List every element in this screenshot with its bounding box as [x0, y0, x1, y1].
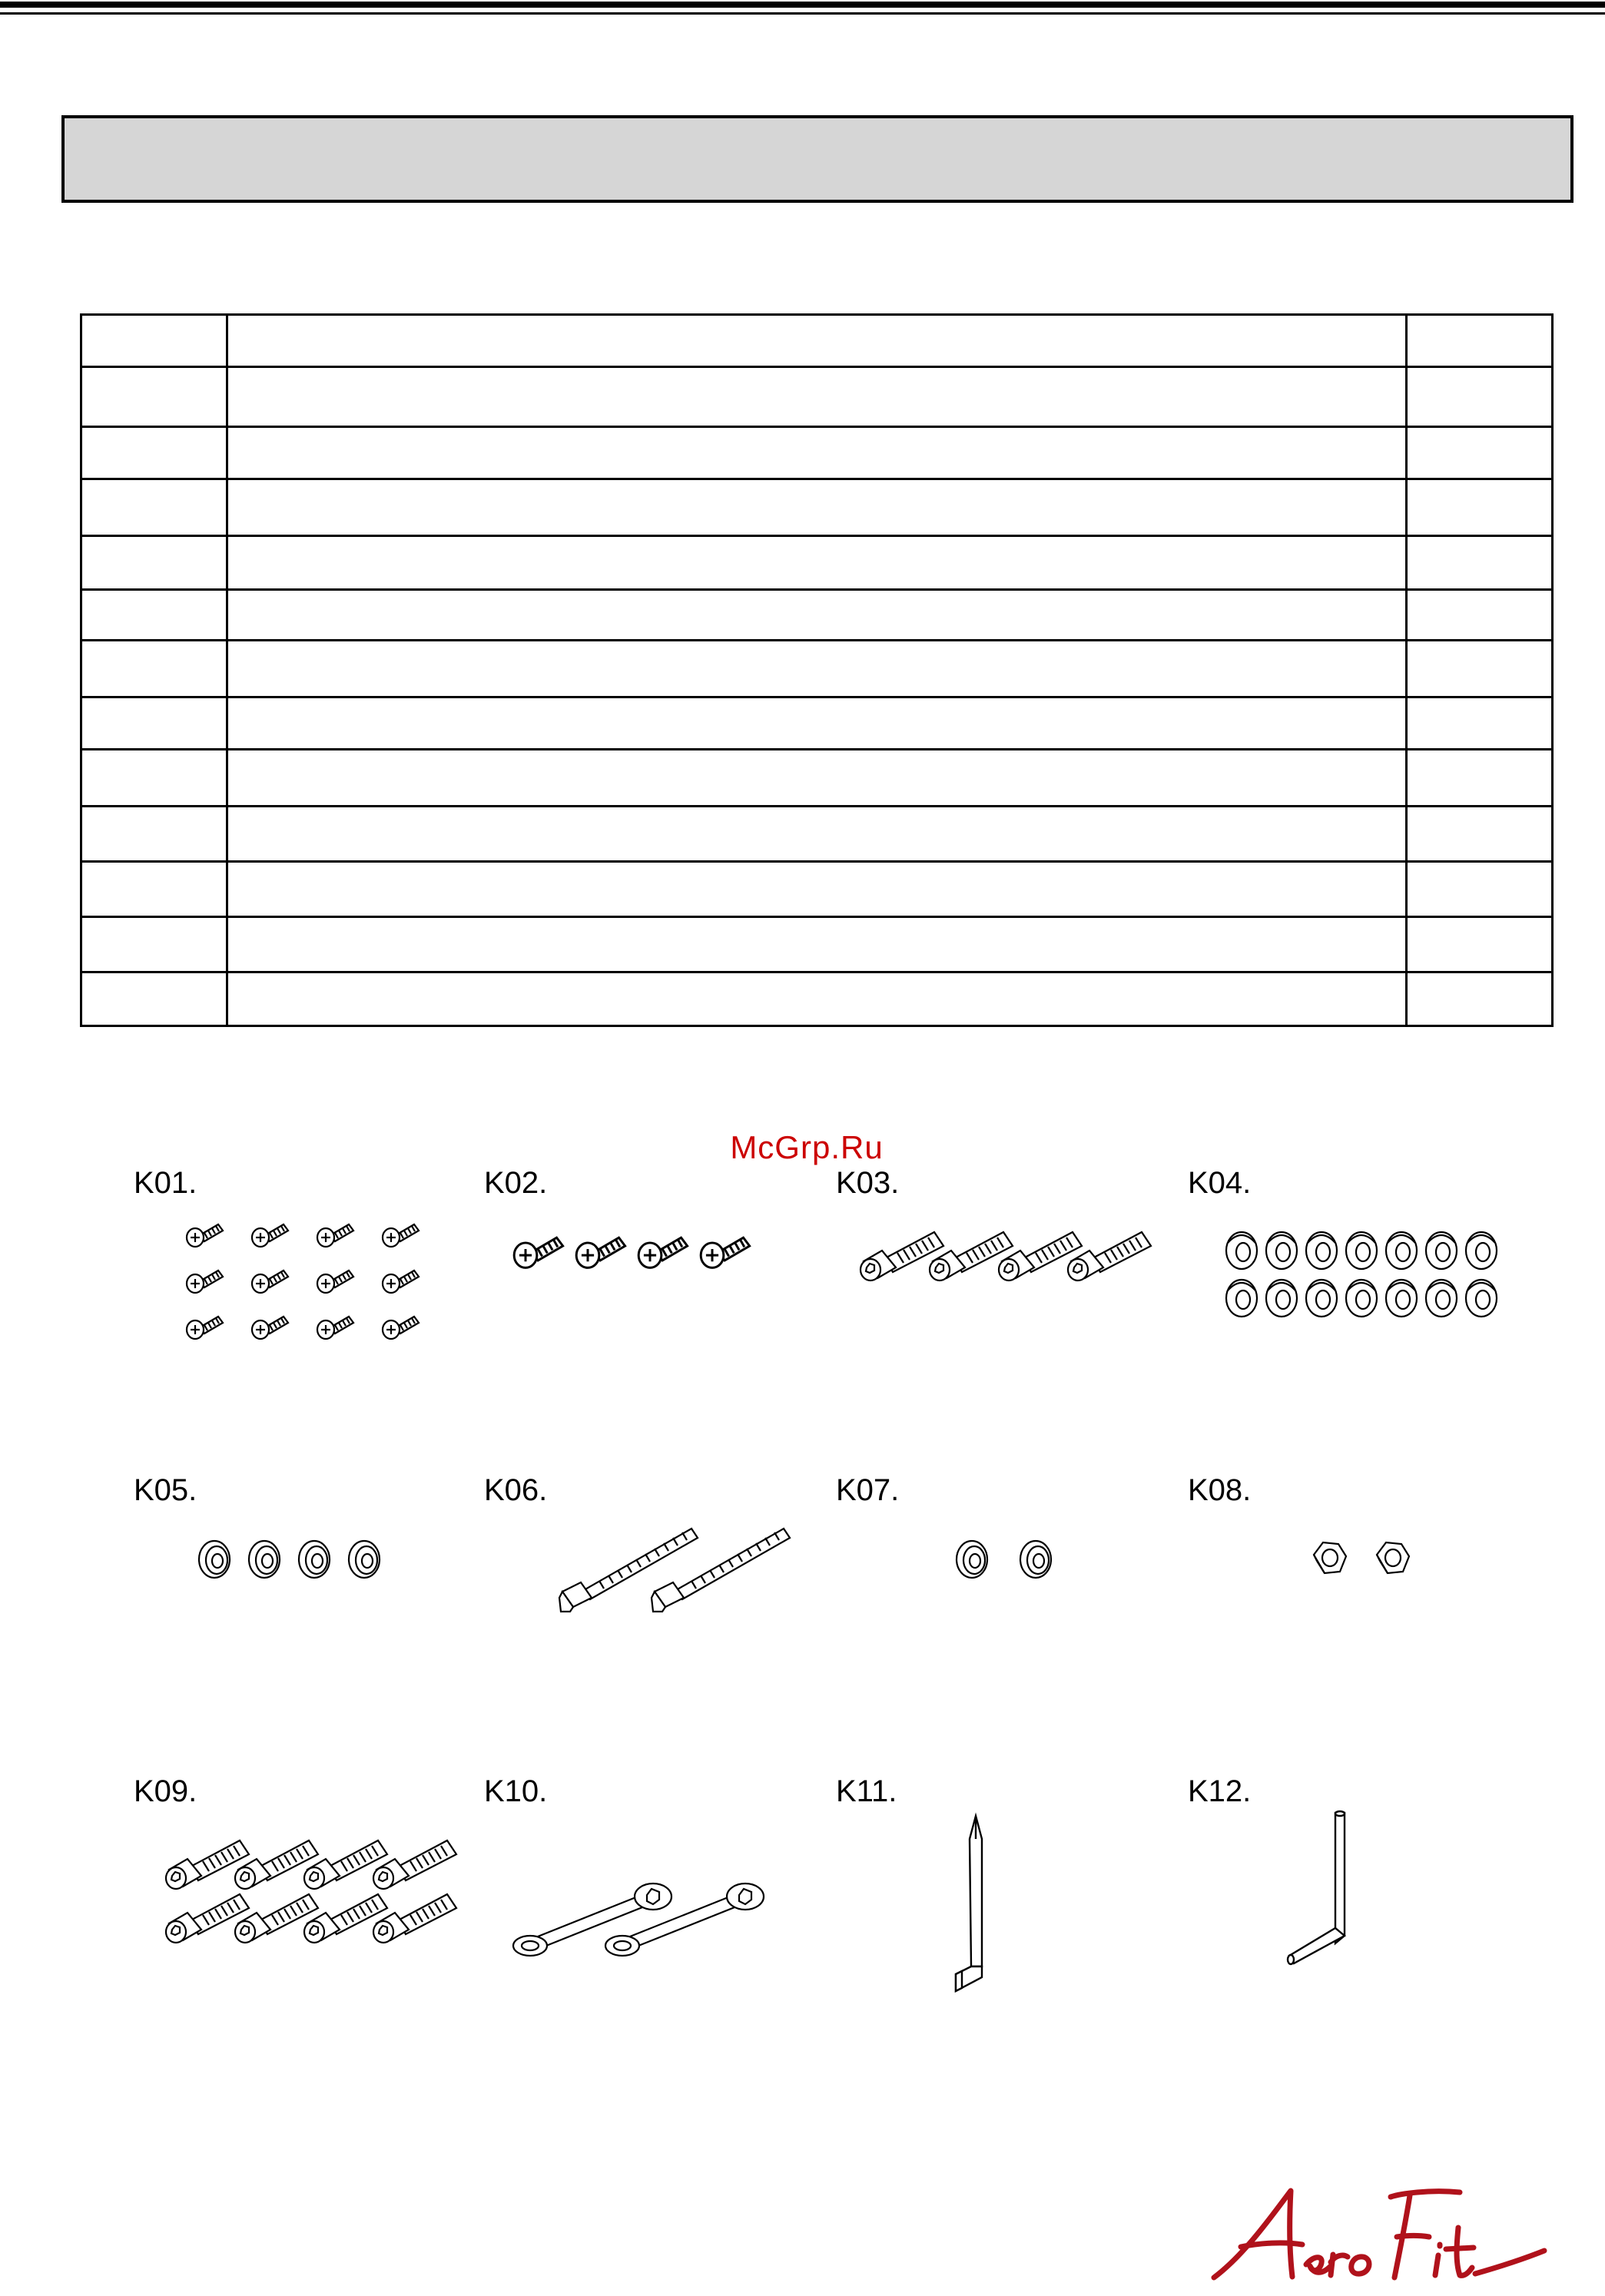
table-row — [81, 972, 1553, 1026]
flat-washer-icon — [134, 1512, 479, 1727]
description-cell — [227, 972, 1407, 1026]
button-head-screw-icon — [134, 1204, 479, 1420]
qty-cell — [1407, 590, 1553, 641]
description-cell — [227, 697, 1407, 750]
allen-key-icon — [1188, 1813, 1534, 2028]
table-row — [81, 427, 1553, 479]
phillips-screwdriver-icon — [836, 1813, 1182, 2028]
kit-label: K05. — [134, 1473, 197, 1507]
part-no-cell — [81, 367, 227, 427]
description-cell — [227, 315, 1407, 367]
table-row — [81, 917, 1553, 972]
description-cell — [227, 862, 1407, 917]
kit-k03 — [836, 1166, 1182, 1420]
socket-cap-bolt-icon — [134, 1813, 479, 2028]
description-cell — [227, 641, 1407, 697]
part-no-cell — [81, 807, 227, 862]
table-row — [81, 697, 1553, 750]
hex-bolt-icon — [484, 1512, 830, 1727]
kit-label: K07. — [836, 1473, 900, 1507]
flat-washer-icon — [836, 1512, 1182, 1727]
kit-label: K11. — [836, 1774, 897, 1808]
part-no-cell — [81, 972, 227, 1026]
qty-cell — [1407, 367, 1553, 427]
qty-cell — [1407, 479, 1553, 536]
description-cell — [227, 479, 1407, 536]
table-row — [81, 750, 1553, 807]
kit-k09 — [134, 1774, 479, 2028]
part-no-cell — [81, 427, 227, 479]
combination-wrench-icon — [484, 1813, 830, 2028]
table-row — [81, 479, 1553, 536]
description-cell — [227, 917, 1407, 972]
parts-table — [80, 313, 1554, 1027]
kit-label: K06. — [484, 1473, 548, 1507]
title-box — [61, 115, 1573, 203]
header-rule — [0, 0, 1605, 17]
kit-label: K10. — [484, 1774, 548, 1808]
description-cell — [227, 590, 1407, 641]
kit-label: K09. — [134, 1774, 197, 1808]
kit-k05 — [134, 1473, 479, 1727]
part-no-cell — [81, 917, 227, 972]
qty-cell — [1407, 750, 1553, 807]
part-no-cell — [81, 750, 227, 807]
kit-label: K01. — [134, 1166, 197, 1200]
part-no-cell — [81, 641, 227, 697]
description-cell — [227, 750, 1407, 807]
kit-k08 — [1188, 1473, 1534, 1727]
kit-label: K08. — [1188, 1473, 1252, 1507]
part-no-cell — [81, 862, 227, 917]
part-no-cell — [81, 697, 227, 750]
part-no-cell — [81, 590, 227, 641]
aerofit-logo — [1199, 2182, 1552, 2289]
qty-cell — [1407, 807, 1553, 862]
kit-label: K04. — [1188, 1166, 1252, 1200]
table-row — [81, 641, 1553, 697]
qty-cell — [1407, 862, 1553, 917]
kit-label: K12. — [1188, 1774, 1252, 1808]
qty-cell — [1407, 697, 1553, 750]
part-no-cell — [81, 315, 227, 367]
qty-cell — [1407, 917, 1553, 972]
kit-k12 — [1188, 1774, 1534, 2028]
qty-cell — [1407, 315, 1553, 367]
kit-k01 — [134, 1166, 479, 1420]
qty-cell — [1407, 427, 1553, 479]
button-head-screw-icon — [484, 1204, 830, 1420]
table-row — [81, 862, 1553, 917]
socket-cap-bolt-icon — [836, 1204, 1182, 1420]
qty-cell — [1407, 641, 1553, 697]
hex-nut-icon — [1188, 1512, 1534, 1727]
description-cell — [227, 807, 1407, 862]
kit-k02 — [484, 1166, 830, 1420]
table-row — [81, 367, 1553, 427]
kit-label: K02. — [484, 1166, 548, 1200]
kit-label: K03. — [836, 1166, 900, 1200]
description-cell — [227, 367, 1407, 427]
watermark: McGrp.Ru — [730, 1129, 884, 1165]
qty-cell — [1407, 972, 1553, 1026]
kit-k11 — [836, 1774, 1182, 2028]
part-no-cell — [81, 536, 227, 590]
table-row — [81, 807, 1553, 862]
qty-cell — [1407, 536, 1553, 590]
kit-k04 — [1188, 1166, 1534, 1420]
description-cell — [227, 427, 1407, 479]
table-row — [81, 536, 1553, 590]
kit-k06 — [484, 1473, 830, 1727]
description-cell — [227, 536, 1407, 590]
kit-k10 — [484, 1774, 830, 2028]
spring-washer-icon — [1188, 1204, 1534, 1420]
kit-k07 — [836, 1473, 1182, 1727]
table-row — [81, 315, 1553, 367]
table-row — [81, 590, 1553, 641]
part-no-cell — [81, 479, 227, 536]
